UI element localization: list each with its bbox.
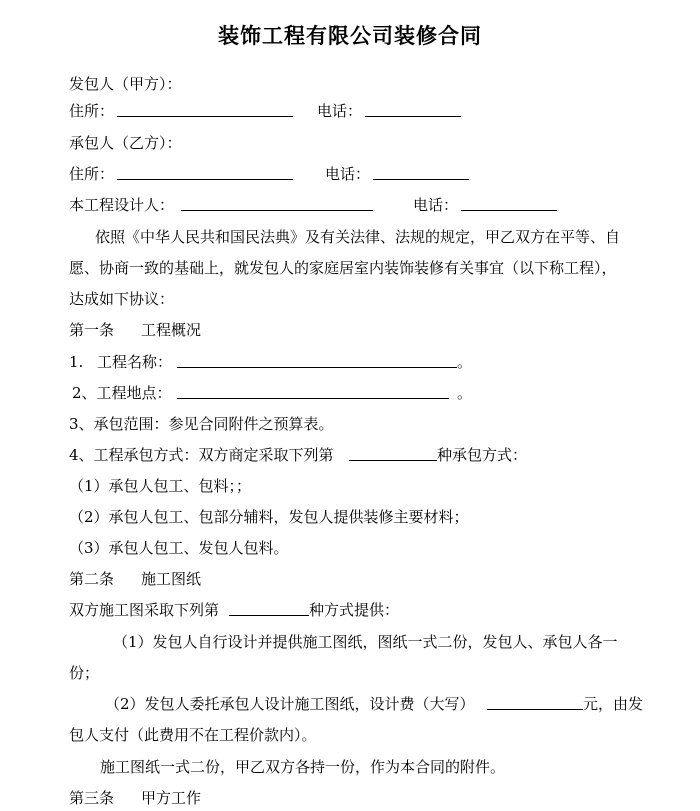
article-2-title: 施工图纸 xyxy=(141,570,202,588)
article-2-intro-post: 种方式提供： xyxy=(309,601,400,619)
intro-text-1: 依照《中华人民共和国民法典》及有关法律、法规的规定，甲乙双方在平等、自 xyxy=(95,228,621,246)
item-1-period: 。 xyxy=(457,353,473,371)
party-a-phone-label: 电话： xyxy=(317,102,363,120)
article-2-option-2-pre: （2）发包人委托承包人设计施工图纸，设计费（大写） xyxy=(105,695,475,713)
article-2-number: 第二条 xyxy=(69,570,115,588)
document-title: 装饰工程有限公司装修合同 xyxy=(218,24,482,48)
article-3-number: 第三条 xyxy=(69,789,115,807)
party-b-phone-blank xyxy=(373,165,469,180)
party-a-phone-blank xyxy=(365,102,461,117)
option-1-text: （1）承包人包工、包料；； xyxy=(69,477,252,495)
party-b-label: 承包人（乙方）： xyxy=(69,134,182,152)
item-1-label: 工程名称： xyxy=(97,353,173,371)
designer-blank xyxy=(181,196,373,211)
article-1-title: 工程概况 xyxy=(141,321,202,339)
intro-text-3: 达成如下协议： xyxy=(69,290,175,308)
article-2-option-1-text: （1）发包人自行设计并提供施工图纸，图纸一式二份，发包人、承包人各一 xyxy=(113,633,618,651)
item-2-label: 2、工程地点： xyxy=(72,384,172,402)
party-a-address-label: 住所： xyxy=(69,102,115,120)
party-a-label: 发包人（甲方）： xyxy=(69,75,182,93)
party-b-address-blank xyxy=(117,165,293,180)
item-4-text-pre: 4、工程承包方式：双方商定采取下列第 xyxy=(69,446,334,464)
article-2-copies-text: 施工图纸一式二份，甲乙双方各持一份，作为本合同的附件。 xyxy=(100,758,506,776)
drawing-mode-blank xyxy=(229,601,309,616)
contract-mode-blank xyxy=(349,446,437,461)
article-2-intro-pre: 双方施工图采取下列第 xyxy=(69,601,220,619)
option-2-text: （2）承包人包工、包部分辅料，发包人提供装修主要材料； xyxy=(69,508,469,526)
item-1-number: 1. xyxy=(69,353,84,371)
party-b-phone-label: 电话： xyxy=(325,165,371,183)
party-b-address-label: 住所： xyxy=(69,165,115,183)
article-2-option-1-text-cont: 份； xyxy=(69,664,100,682)
article-2-option-2-post: 元，由发 xyxy=(583,695,644,713)
item-2-period: 。 xyxy=(457,384,473,402)
project-name-blank xyxy=(177,353,457,368)
designer-phone-blank xyxy=(461,196,557,211)
article-3-title: 甲方工作 xyxy=(141,789,202,807)
intro-text-2: 愿、协商一致的基础上，就发包人的家庭居室内装饰装修有关事宜（以下称工程）， xyxy=(69,259,617,277)
item-3-text: 3、承包范围：参见合同附件之预算表。 xyxy=(69,415,334,433)
option-3-text: （3）承包人包工、发包人包料。 xyxy=(69,539,289,557)
article-2-option-2-cont: 包人支付（此费用不在工程价款内）。 xyxy=(69,726,317,744)
project-location-blank xyxy=(177,384,449,399)
article-1-number: 第一条 xyxy=(69,321,115,339)
design-fee-blank xyxy=(487,695,583,710)
designer-phone-label: 电话： xyxy=(413,196,459,214)
item-4-text-post: 种承包方式： xyxy=(437,446,528,464)
designer-label: 本工程设计人： xyxy=(69,196,175,214)
party-a-address-blank xyxy=(117,102,293,117)
